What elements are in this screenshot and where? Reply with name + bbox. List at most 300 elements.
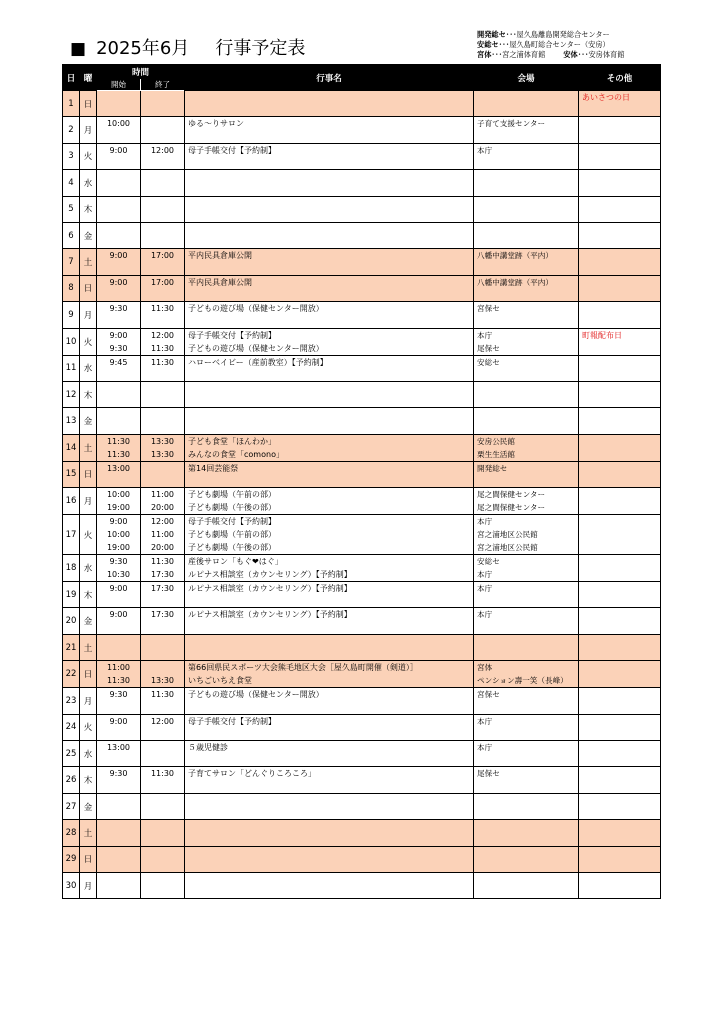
other-cell bbox=[579, 91, 661, 117]
day-cell bbox=[63, 143, 80, 169]
venue-text: 尾保セ bbox=[477, 343, 500, 353]
other-cell bbox=[579, 608, 661, 634]
start-time-cell bbox=[97, 461, 141, 487]
weekday-cell bbox=[80, 488, 97, 515]
start-time-text: 10:00 bbox=[106, 490, 131, 500]
venue-cell bbox=[474, 767, 579, 793]
venue-text: 宮之浦地区公民館 bbox=[477, 543, 538, 553]
title-label: 行事予定表 bbox=[215, 38, 306, 59]
end-time-cell bbox=[141, 555, 185, 582]
other-cell bbox=[579, 328, 661, 355]
day-number: 28 bbox=[65, 827, 77, 838]
weekday-cell bbox=[80, 170, 97, 196]
start-time-text: 9:00 bbox=[109, 251, 128, 261]
weekday-label: 日 bbox=[83, 284, 93, 295]
weekday-label: 月 bbox=[83, 497, 93, 508]
other-text bbox=[579, 741, 660, 754]
day-number: 7 bbox=[68, 257, 74, 268]
end-time-cell bbox=[141, 249, 185, 275]
weekday-cell bbox=[80, 408, 97, 434]
weekday-label: 木 bbox=[83, 390, 93, 401]
start-time-cell bbox=[97, 582, 141, 608]
end-time-cell bbox=[141, 143, 185, 169]
other-cell bbox=[579, 741, 661, 767]
col-header-dow: 曜 bbox=[80, 65, 97, 91]
col-header-venue: 会場 bbox=[474, 65, 579, 91]
weekday-cell bbox=[80, 608, 97, 634]
venue-text: 栗生生活館 bbox=[477, 449, 515, 459]
table-body bbox=[63, 91, 661, 899]
weekday-label: 金 bbox=[83, 416, 93, 427]
end-time-text: 11:30 bbox=[150, 557, 175, 567]
start-time-text: 11:00 bbox=[106, 663, 131, 673]
day-number: 12 bbox=[65, 389, 77, 400]
venue-cell bbox=[474, 249, 579, 275]
start-time-text: 9:00 bbox=[109, 277, 128, 287]
other-cell bbox=[579, 196, 661, 222]
table-row bbox=[63, 741, 661, 767]
event-name-text: ゆる～りサロン bbox=[188, 119, 245, 129]
weekday-label: 木 bbox=[83, 590, 93, 601]
weekday-cell bbox=[80, 767, 97, 793]
venue-cell bbox=[474, 434, 579, 461]
venue-cell bbox=[474, 275, 579, 301]
event-name-cell bbox=[185, 117, 474, 143]
other-cell bbox=[579, 381, 661, 407]
other-text bbox=[579, 582, 660, 595]
event-name-cell bbox=[185, 688, 474, 714]
other-text bbox=[579, 555, 660, 568]
venue-cell bbox=[474, 408, 579, 434]
venue-text: 宮保セ bbox=[477, 690, 500, 700]
end-time-text: 12:00 bbox=[150, 330, 175, 340]
event-name-text: 産後サロン「もぐ❤はぐ」 bbox=[188, 557, 283, 567]
end-time-cell bbox=[141, 222, 185, 248]
event-name-cell bbox=[185, 872, 474, 898]
weekday-cell bbox=[80, 688, 97, 714]
weekday-cell bbox=[80, 872, 97, 898]
day-number: 14 bbox=[65, 442, 77, 453]
end-time-text: 13:30 bbox=[150, 676, 175, 686]
schedule-table bbox=[62, 64, 661, 899]
weekday-cell bbox=[80, 196, 97, 222]
end-time-cell bbox=[141, 434, 185, 461]
day-cell bbox=[63, 846, 80, 872]
event-name-text: 子ども劇場（午前の部） bbox=[188, 530, 277, 540]
end-time-cell bbox=[141, 714, 185, 740]
weekday-label: 土 bbox=[83, 258, 93, 269]
day-number: 17 bbox=[65, 529, 77, 540]
other-text bbox=[579, 144, 660, 157]
end-time-cell bbox=[141, 767, 185, 793]
start-time-text: 9:30 bbox=[109, 343, 128, 353]
day-cell bbox=[63, 91, 80, 117]
table-row bbox=[63, 143, 661, 169]
venue-cell bbox=[474, 820, 579, 846]
end-time-text: 12:00 bbox=[150, 517, 175, 527]
day-cell bbox=[63, 170, 80, 196]
event-name-text: 子どもの遊び場（保健センター開放） bbox=[188, 304, 324, 314]
day-number: 21 bbox=[65, 642, 77, 653]
event-name-cell bbox=[185, 714, 474, 740]
table-row bbox=[63, 714, 661, 740]
weekday-cell bbox=[80, 634, 97, 660]
other-text bbox=[579, 767, 660, 780]
venue-text: 宮之浦地区公民館 bbox=[477, 530, 538, 540]
weekday-label: 土 bbox=[83, 443, 93, 454]
day-number: 13 bbox=[65, 415, 77, 426]
day-number: 25 bbox=[65, 748, 77, 759]
day-cell bbox=[63, 461, 80, 487]
table-row bbox=[63, 515, 661, 555]
start-time-text: 9:30 bbox=[109, 557, 128, 567]
start-time-text: 11:30 bbox=[106, 449, 131, 459]
venue-text: ペンション壽一笑（長峰） bbox=[477, 676, 568, 686]
start-time-text: 19:00 bbox=[106, 543, 131, 553]
venue-cell bbox=[474, 170, 579, 196]
weekday-cell bbox=[80, 820, 97, 846]
day-cell bbox=[63, 741, 80, 767]
other-text bbox=[579, 674, 660, 687]
day-cell bbox=[63, 608, 80, 634]
day-cell bbox=[63, 408, 80, 434]
venue-text: 本庁 bbox=[477, 743, 493, 753]
other-cell bbox=[579, 634, 661, 660]
page-title bbox=[70, 34, 305, 60]
day-cell bbox=[63, 872, 80, 898]
start-time-cell bbox=[97, 767, 141, 793]
end-time-text: 17:00 bbox=[150, 277, 175, 287]
weekday-label: 水 bbox=[83, 178, 93, 189]
other-text bbox=[579, 715, 660, 728]
day-number: 6 bbox=[68, 230, 74, 241]
other-text bbox=[579, 608, 660, 621]
col-header-time: 時間 bbox=[97, 65, 185, 79]
day-number: 24 bbox=[65, 722, 77, 733]
venue-cell bbox=[474, 846, 579, 872]
start-time-text: 10:00 bbox=[106, 119, 131, 129]
weekday-cell bbox=[80, 793, 97, 819]
start-time-text: 19:00 bbox=[106, 503, 131, 513]
weekday-cell bbox=[80, 461, 97, 487]
legend-desc: ･･･宮之浦体育館 bbox=[491, 50, 546, 59]
event-name-text: 平内民具倉庫公開 bbox=[188, 277, 253, 287]
event-name-text: ルピナス相談室（カウンセリング）【予約制】 bbox=[188, 584, 352, 594]
end-time-cell bbox=[141, 634, 185, 660]
weekday-cell bbox=[80, 328, 97, 355]
table-row bbox=[63, 117, 661, 143]
table-row bbox=[63, 688, 661, 714]
start-time-text: 9:00 bbox=[109, 145, 128, 155]
other-text bbox=[579, 448, 660, 461]
end-time-text bbox=[141, 741, 184, 754]
day-number: 1 bbox=[68, 98, 74, 109]
event-name-text: 子ども食堂「ほんわか」 bbox=[188, 436, 277, 446]
weekday-label: 月 bbox=[83, 310, 93, 321]
other-cell bbox=[579, 117, 661, 143]
weekday-cell bbox=[80, 249, 97, 275]
venue-text: 本庁 bbox=[477, 610, 493, 620]
other-cell bbox=[579, 249, 661, 275]
other-text bbox=[579, 302, 660, 315]
day-cell bbox=[63, 302, 80, 328]
day-number: 2 bbox=[68, 125, 74, 136]
event-name-text: いちごいちえ食堂 bbox=[188, 676, 253, 686]
table-row bbox=[63, 582, 661, 608]
start-time-text: 9:00 bbox=[109, 716, 128, 726]
venue-cell bbox=[474, 872, 579, 898]
event-name-cell bbox=[185, 608, 474, 634]
event-name-cell bbox=[185, 555, 474, 582]
venue-text: 本庁 bbox=[477, 716, 493, 726]
weekday-label: 月 bbox=[83, 696, 93, 707]
day-number: 19 bbox=[65, 589, 77, 600]
end-time-cell bbox=[141, 688, 185, 714]
event-name-cell bbox=[185, 846, 474, 872]
day-cell bbox=[63, 488, 80, 515]
other-text bbox=[579, 515, 660, 528]
day-number: 10 bbox=[65, 336, 77, 347]
event-name-cell bbox=[185, 767, 474, 793]
weekday-label: 金 bbox=[83, 231, 93, 242]
legend-desc: ･･･安房体育館 bbox=[577, 50, 625, 59]
venue-cell bbox=[474, 355, 579, 381]
day-number: 16 bbox=[65, 496, 77, 507]
venue-text: 本庁 bbox=[477, 570, 493, 580]
other-cell bbox=[579, 488, 661, 515]
end-time-text: 12:00 bbox=[150, 145, 175, 155]
legend-abbr: 安体 bbox=[563, 50, 578, 59]
day-cell bbox=[63, 328, 80, 355]
table-row bbox=[63, 820, 661, 846]
weekday-label: 金 bbox=[83, 617, 93, 628]
day-number: 11 bbox=[65, 363, 77, 374]
start-time-cell bbox=[97, 355, 141, 381]
end-time-cell bbox=[141, 793, 185, 819]
start-time-text: 9:45 bbox=[109, 357, 128, 367]
start-time-text: 9:30 bbox=[109, 769, 128, 779]
col-header-event: 行事名 bbox=[185, 65, 474, 91]
other-cell bbox=[579, 793, 661, 819]
venue-text: 本庁 bbox=[477, 517, 493, 527]
table-row bbox=[63, 222, 661, 248]
other-cell bbox=[579, 688, 661, 714]
table-row bbox=[63, 767, 661, 793]
venue-cell bbox=[474, 582, 579, 608]
event-name-cell bbox=[185, 408, 474, 434]
day-cell bbox=[63, 634, 80, 660]
start-time-cell bbox=[97, 249, 141, 275]
venue-cell bbox=[474, 302, 579, 328]
event-name-cell bbox=[185, 461, 474, 487]
venue-cell bbox=[474, 515, 579, 555]
other-cell bbox=[579, 355, 661, 381]
other-cell bbox=[579, 275, 661, 301]
event-name-text: 母子手帳交付【予約制】 bbox=[188, 330, 277, 340]
weekday-cell bbox=[80, 355, 97, 381]
event-name-text: ルピナス相談室（カウンセリング）【予約制】 bbox=[188, 610, 352, 620]
day-cell bbox=[63, 355, 80, 381]
venue-text: 八幡中講堂跡（平内） bbox=[477, 251, 553, 261]
start-time-cell bbox=[97, 275, 141, 301]
event-name-cell bbox=[185, 634, 474, 660]
weekday-cell bbox=[80, 275, 97, 301]
other-text bbox=[579, 342, 660, 355]
weekday-label: 日 bbox=[83, 470, 93, 481]
end-time-cell bbox=[141, 170, 185, 196]
weekday-label: 火 bbox=[83, 152, 93, 163]
table-row bbox=[63, 461, 661, 487]
weekday-label: 木 bbox=[83, 776, 93, 787]
event-name-text: 子どもの遊び場（保健センター開放） bbox=[188, 690, 324, 700]
start-time-cell bbox=[97, 222, 141, 248]
end-time-text: 17:30 bbox=[150, 610, 175, 620]
event-name-cell bbox=[185, 515, 474, 555]
legend-line bbox=[477, 40, 624, 50]
day-cell bbox=[63, 117, 80, 143]
col-header-day: 日 bbox=[63, 65, 80, 91]
event-name-text: 母子手帳交付【予約制】 bbox=[188, 517, 277, 527]
day-cell bbox=[63, 249, 80, 275]
table-row bbox=[63, 249, 661, 275]
venue-cell bbox=[474, 91, 579, 117]
event-name-cell bbox=[185, 741, 474, 767]
day-number: 22 bbox=[65, 669, 77, 680]
end-time-text: 11:30 bbox=[150, 357, 175, 367]
end-time-cell bbox=[141, 381, 185, 407]
other-cell bbox=[579, 714, 661, 740]
table-header bbox=[63, 65, 661, 91]
weekday-cell bbox=[80, 661, 97, 688]
day-number: 26 bbox=[65, 775, 77, 786]
event-name-cell bbox=[185, 275, 474, 301]
start-time-cell bbox=[97, 381, 141, 407]
start-time-text: 13:00 bbox=[106, 463, 131, 473]
start-time-cell bbox=[97, 688, 141, 714]
other-cell bbox=[579, 582, 661, 608]
legend-line bbox=[477, 30, 624, 40]
end-time-cell bbox=[141, 741, 185, 767]
day-cell bbox=[63, 275, 80, 301]
venue-text: 本庁 bbox=[477, 330, 493, 340]
venue-text: 尾之間保健センター bbox=[477, 503, 546, 513]
day-number: 30 bbox=[65, 880, 77, 891]
table-row bbox=[63, 555, 661, 582]
day-number: 5 bbox=[68, 204, 74, 215]
col-header-other: その他 bbox=[579, 65, 661, 91]
start-time-cell bbox=[97, 714, 141, 740]
venue-text: 宮体 bbox=[477, 663, 493, 673]
venue-cell bbox=[474, 461, 579, 487]
day-number: 8 bbox=[68, 283, 74, 294]
end-time-cell bbox=[141, 608, 185, 634]
table-row bbox=[63, 355, 661, 381]
end-time-text: 17:30 bbox=[150, 584, 175, 594]
venue-text: 開発総セ bbox=[477, 463, 508, 473]
weekday-label: 木 bbox=[83, 205, 93, 216]
weekday-label: 火 bbox=[83, 723, 93, 734]
weekday-label: 火 bbox=[83, 337, 93, 348]
day-cell bbox=[63, 688, 80, 714]
start-time-text: 9:00 bbox=[109, 517, 128, 527]
end-time-cell bbox=[141, 661, 185, 688]
day-cell bbox=[63, 222, 80, 248]
venue-text: 子育て支援センター bbox=[477, 119, 546, 129]
day-cell bbox=[63, 582, 80, 608]
weekday-label: 日 bbox=[83, 670, 93, 681]
venue-text: 安総セ bbox=[477, 557, 500, 567]
event-name-text: 子ども劇場（午後の部） bbox=[188, 503, 277, 513]
start-time-cell bbox=[97, 302, 141, 328]
other-cell bbox=[579, 515, 661, 555]
end-time-text: 11:30 bbox=[150, 769, 175, 779]
weekday-label: 火 bbox=[83, 530, 93, 541]
other-text bbox=[579, 501, 660, 514]
venue-text: 尾保セ bbox=[477, 769, 500, 779]
day-cell bbox=[63, 793, 80, 819]
other-text bbox=[579, 117, 660, 130]
event-name-cell bbox=[185, 355, 474, 381]
venue-cell bbox=[474, 488, 579, 515]
venue-cell bbox=[474, 222, 579, 248]
start-time-text: 9:30 bbox=[109, 304, 128, 314]
venue-text: 宮保セ bbox=[477, 304, 500, 314]
day-cell bbox=[63, 515, 80, 555]
event-name-cell bbox=[185, 820, 474, 846]
day-cell bbox=[63, 661, 80, 688]
table-row bbox=[63, 434, 661, 461]
start-time-text: 9:00 bbox=[109, 330, 128, 340]
weekday-label: 土 bbox=[83, 828, 93, 839]
end-time-cell bbox=[141, 91, 185, 117]
end-time-text: 17:30 bbox=[150, 570, 175, 580]
venue-cell bbox=[474, 555, 579, 582]
table-row bbox=[63, 634, 661, 660]
end-time-cell bbox=[141, 196, 185, 222]
legend-desc: ･･･屋久島町総合センター（安房） bbox=[498, 40, 610, 49]
venue-text bbox=[474, 91, 578, 104]
other-cell bbox=[579, 767, 661, 793]
end-time-text bbox=[141, 462, 184, 475]
table-row bbox=[63, 302, 661, 328]
event-name-text: みんなの食堂「comono」 bbox=[188, 449, 284, 459]
event-name-text: ハローベイビー（産前教室）【予約制】 bbox=[188, 357, 328, 367]
col-header-end: 終了 bbox=[141, 79, 185, 91]
start-time-text: 10:30 bbox=[106, 570, 131, 580]
start-time-cell bbox=[97, 608, 141, 634]
table-row bbox=[63, 328, 661, 355]
venue-cell bbox=[474, 714, 579, 740]
venue-cell bbox=[474, 608, 579, 634]
event-name-text: 子育てサロン「どんぐりころころ」 bbox=[188, 769, 317, 779]
start-time-cell bbox=[97, 820, 141, 846]
end-time-cell bbox=[141, 408, 185, 434]
other-cell bbox=[579, 820, 661, 846]
end-time-text bbox=[141, 661, 184, 674]
weekday-label: 日 bbox=[83, 855, 93, 866]
start-time-text: 11:30 bbox=[106, 436, 131, 446]
weekday-cell bbox=[80, 381, 97, 407]
weekday-label: 月 bbox=[83, 881, 93, 892]
weekday-cell bbox=[80, 143, 97, 169]
weekday-cell bbox=[80, 434, 97, 461]
day-cell bbox=[63, 767, 80, 793]
weekday-cell bbox=[80, 117, 97, 143]
day-cell bbox=[63, 196, 80, 222]
title-year-month: 2025年6月 bbox=[96, 38, 190, 59]
event-name-cell bbox=[185, 793, 474, 819]
legend-line bbox=[477, 50, 624, 60]
